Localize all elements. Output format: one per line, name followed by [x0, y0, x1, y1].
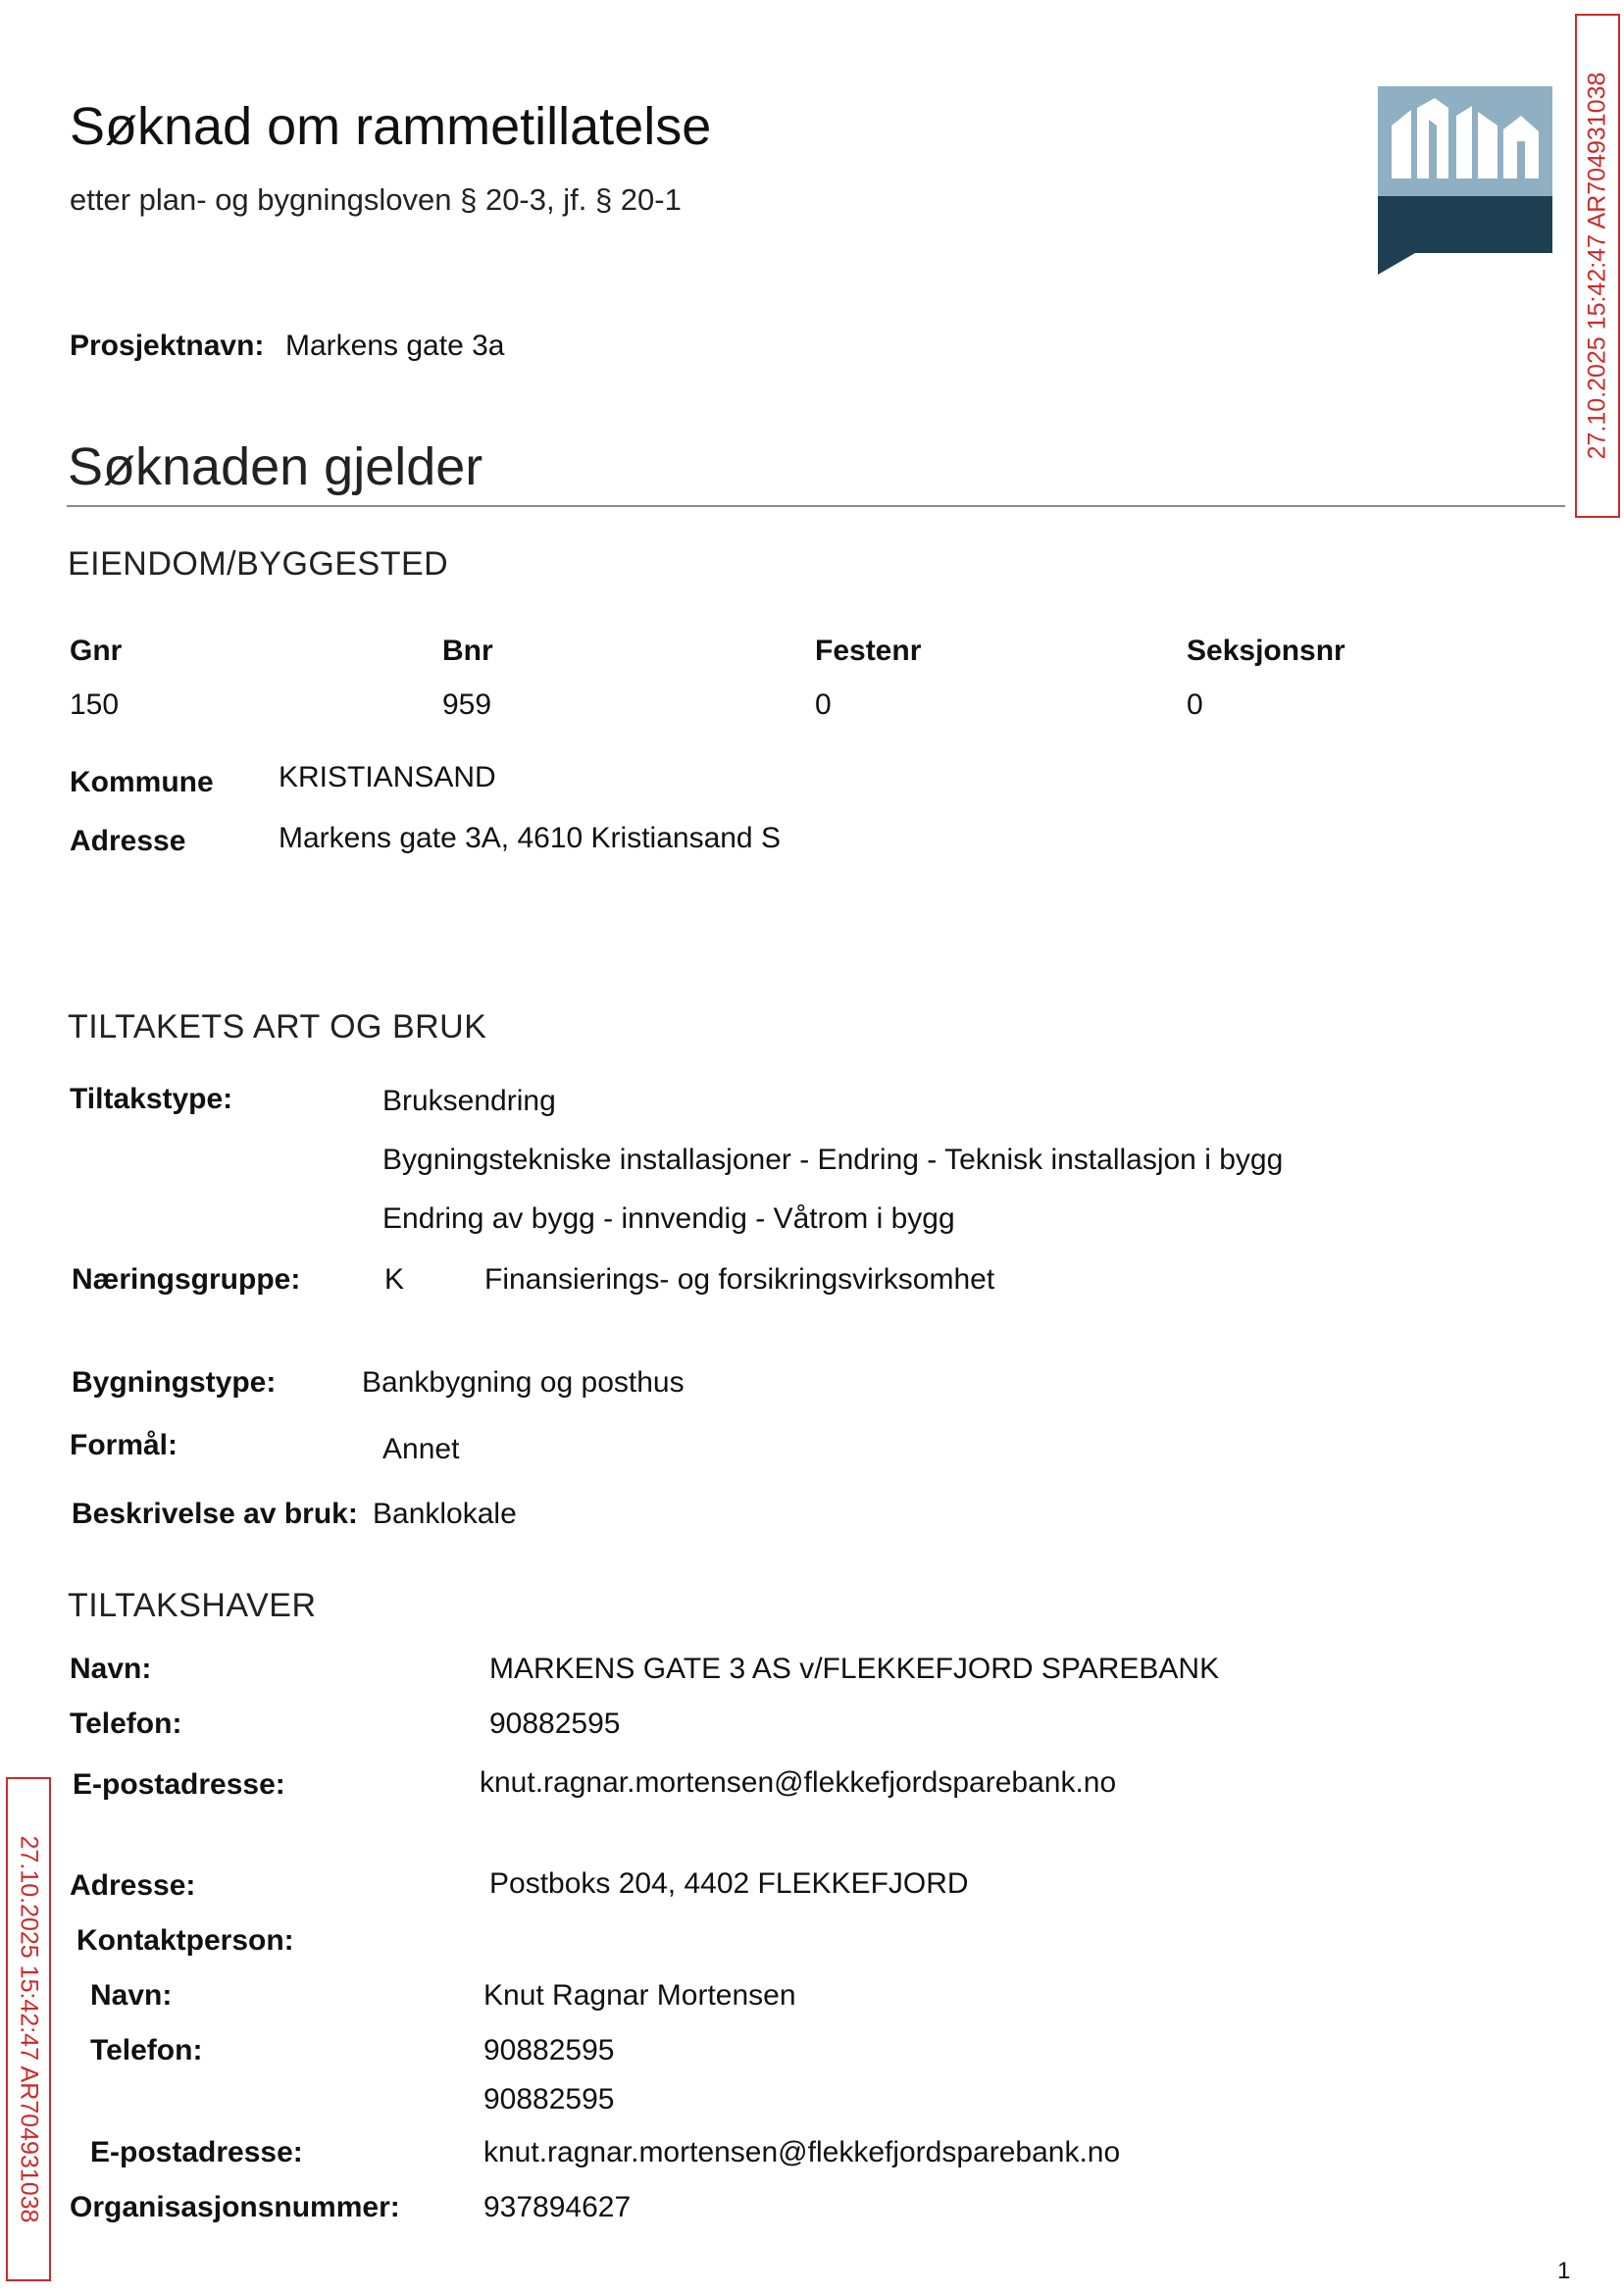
document-title: Søknad om rammetillatelse: [70, 97, 712, 156]
bnr-label: Bnr: [442, 635, 493, 667]
kontaktperson-navn-label: Navn:: [90, 1979, 173, 2012]
formal-value: Annet: [382, 1433, 460, 1465]
tiltakstype-item: Bruksendring: [382, 1085, 556, 1117]
tiltakshaver-epost-value: knut.ragnar.mortensen@flekkefjordsparebank.no: [480, 1766, 1117, 1799]
gnr-value: 150: [70, 688, 120, 721]
seksjonsnr-label: Seksjonsnr: [1187, 635, 1345, 667]
archive-stamp-right: [1575, 14, 1620, 518]
tiltakstype-item: Bygningstekniske installasjoner - Endring - Teknisk installasjon i bygg: [382, 1144, 1284, 1176]
tiltakshaver-telefon-label: Telefon:: [70, 1708, 182, 1740]
orgnr-label: Organisasjonsnummer:: [70, 2191, 400, 2223]
kontaktperson-telefon-label: Telefon:: [90, 2034, 203, 2066]
logo-text-line2: FOR BYGGKVALITET: [1392, 332, 1536, 348]
tiltakstype-item: Endring av bygg - innvendig - Våtrom i bygg: [382, 1202, 955, 1235]
kommune-label: Kommune: [70, 766, 214, 798]
logo-text-line1: DIREKTORATET: [1392, 314, 1501, 330]
formal-label: Formål:: [70, 1429, 178, 1461]
kontaktperson-epost-value: knut.ragnar.mortensen@flekkefjordsparebank.no: [483, 2136, 1121, 2168]
kontaktperson-telefon2-value: 90882595: [483, 2083, 615, 2116]
tiltakshaver-telefon-value: 90882595: [489, 1708, 621, 1740]
bygningstype-value: Bankbygning og posthus: [362, 1366, 685, 1399]
bygningstype-label: Bygningstype:: [72, 1366, 277, 1399]
tiltakshaver-navn-value: MARKENS GATE 3 AS v/FLEKKEFJORD SPAREBANK: [489, 1653, 1220, 1685]
property-heading: EIENDOM/BYGGESTED: [68, 545, 449, 583]
beskrivelse-label: Beskrivelse av bruk:: [72, 1498, 358, 1530]
adresse-value: Markens gate 3A, 4610 Kristiansand S: [279, 822, 781, 854]
page-number: 1: [1557, 2258, 1571, 2284]
kontaktperson-navn-value: Knut Ragnar Mortensen: [483, 1979, 796, 2012]
tiltakshaver-navn-label: Navn:: [70, 1653, 152, 1685]
section-title: Søknaden gjelder: [68, 437, 483, 496]
tiltakshaver-epost-label: E-postadresse:: [73, 1768, 285, 1801]
kontaktperson-epost-label: E-postadresse:: [90, 2136, 303, 2168]
kommune-value: KRISTIANSAND: [279, 761, 496, 793]
kontaktperson-label: Kontaktperson:: [76, 1924, 294, 1957]
festenr-label: Festenr: [815, 635, 922, 667]
tiltakshaver-adresse-value: Postboks 204, 4402 FLEKKEFJORD: [489, 1867, 969, 1900]
document-subtitle: etter plan- og bygningsloven § 20-3, jf. § 20-1: [70, 182, 682, 217]
naeringsgruppe-text: Finansierings- og forsikringsvirksomhet: [484, 1263, 995, 1296]
logo-mark-icon: [1378, 86, 1552, 196]
festenr-value: 0: [815, 688, 832, 721]
orgnr-value: 937894627: [483, 2191, 632, 2223]
dibk-logo: [1378, 86, 1552, 348]
archive-stamp-left: [6, 1777, 51, 2281]
bnr-value: 959: [442, 688, 492, 721]
archive-stamp-text: 27.10.2025 15:42:47 AR704931038: [15, 1835, 43, 2223]
archive-stamp-text: 27.10.2025 15:42:47 AR704931038: [1583, 72, 1611, 460]
tiltakshaver-heading: TILTAKSHAVER: [68, 1587, 317, 1624]
naeringsgruppe-label: Næringsgruppe:: [72, 1263, 301, 1296]
beskrivelse-value: Banklokale: [373, 1498, 517, 1530]
naeringsgruppe-code: K: [384, 1263, 405, 1296]
adresse-label: Adresse: [70, 825, 186, 857]
tiltak-heading: TILTAKETS ART OG BRUK: [68, 1008, 487, 1045]
section-divider: [67, 505, 1565, 507]
tiltakstype-label: Tiltakstype:: [70, 1083, 233, 1115]
logo-tab: [1378, 253, 1415, 275]
gnr-label: Gnr: [70, 635, 123, 667]
project-name-value: Markens gate 3a: [285, 330, 505, 362]
logo-wordmark: [1378, 196, 1552, 348]
project-name-label: Prosjektnavn:: [70, 330, 265, 362]
tiltakshaver-adresse-label: Adresse:: [70, 1869, 196, 1902]
seksjonsnr-value: 0: [1187, 688, 1203, 721]
kontaktperson-telefon-value: 90882595: [483, 2034, 615, 2066]
